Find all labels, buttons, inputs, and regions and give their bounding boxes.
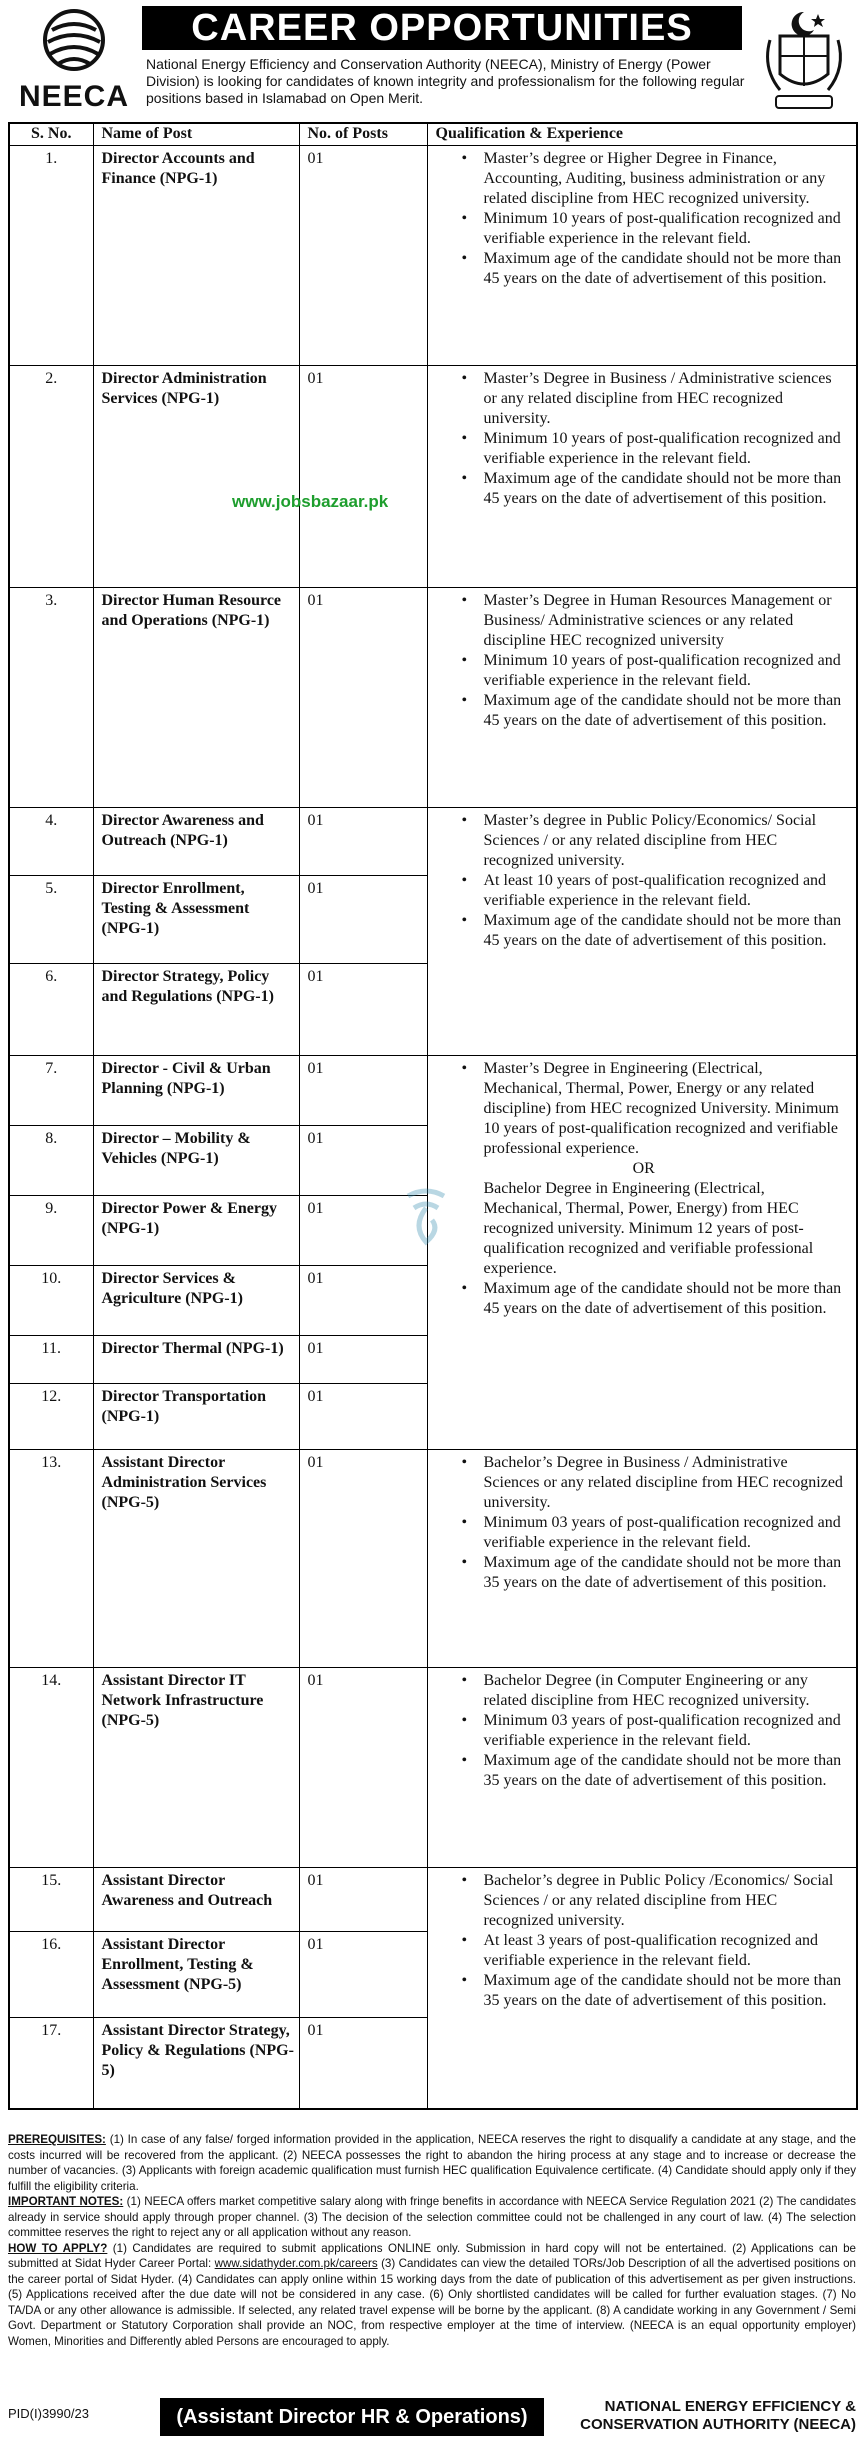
post-name: Assistant Director Enrollment, Testing & Assessment (NPG-5) <box>93 1931 299 2017</box>
post-count: 01 <box>299 875 427 963</box>
post-count: 01 <box>299 963 427 1055</box>
qualification-item: • At least 10 years of post-qualification recognized and verifiable experience in the relevant field. <box>428 871 845 911</box>
prerequisites-paragraph <box>8 2132 856 2194</box>
post-count: 01 <box>299 1667 427 1867</box>
qualification-cell <box>427 1055 857 1449</box>
row-sno: 7. <box>9 1055 93 1125</box>
footer <box>8 2394 856 2438</box>
row-sno: 15. <box>9 1867 93 1931</box>
row-sno: 3. <box>9 587 93 807</box>
table-row <box>9 1667 857 1867</box>
qualification-item: • Master’s degree in Public Policy/Economics/ Social Sciences / or any related discipline from HEC recognized university. <box>428 811 845 871</box>
qualification-item: • Maximum age of the candidate should not be more than 35 years on the date of advertisement of this position. <box>428 1553 845 1593</box>
pid-number: PID(I)3990/23 <box>8 2406 89 2421</box>
neeca-globe-icon <box>42 8 106 72</box>
post-count: 01 <box>299 1449 427 1667</box>
post-count: 01 <box>299 1195 427 1265</box>
neeca-logo <box>14 4 134 120</box>
table-row <box>9 1449 857 1667</box>
watermark-url: www.jobsbazaar.pk <box>232 492 389 511</box>
post-name: Director Enrollment, Testing & Assessment (NPG-1) <box>93 875 299 963</box>
row-sno: 9. <box>9 1195 93 1265</box>
qualification-or: OR <box>632 1159 655 1177</box>
career-portal-link[interactable]: www.sidathyder.com.pk/careers <box>214 2257 378 2270</box>
post-name: Director - Civil & Urban Planning (NPG-1) <box>93 1055 299 1125</box>
how-to-apply-text-cont: (3) Candidates can view the detailed TORs/Job Description of all the advertised positions on the career portal of Sidat Hyder. (4) Candidates can apply online within 15 working days from the date of publication of this advertisement as per given instructions. (5) Applications received after the due date will not be considered in any case. (6) Only shortlisted candidates will be called for further evaluation stages. (7) No TA/DA or any other allowance is admissible. If selected, any related travel expense will be borne by the applicant. (8) A candidate working in any Government / Semi Govt. Department or Statutory Corporation shall provide an NOC, from respective employer at the time of interview. (NEECA is an equal opportunity employer) Women, Minorities and Differently abled Persons are encouraged to apply. <box>8 2257 856 2348</box>
qualification-cell <box>427 587 857 807</box>
qualification-item: • Maximum age of the candidate should not be more than 45 years on the date of advertisement of this position. <box>428 691 845 731</box>
row-sno: 4. <box>9 807 93 875</box>
table-header-row <box>9 123 857 145</box>
qualification-item: • Bachelor’s degree in Public Policy /Economics/ Social Sciences / or any related discipline from HEC recognized university. <box>428 1871 845 1931</box>
header-no-of-posts: No. of Posts <box>299 123 427 145</box>
row-sno: 11. <box>9 1335 93 1383</box>
post-count: 01 <box>299 1265 427 1335</box>
row-sno: 2. <box>9 365 93 587</box>
qualification-cell <box>427 365 857 587</box>
row-sno: 12. <box>9 1383 93 1449</box>
authority-line-1: NATIONAL ENERGY EFFICIENCY & <box>604 2398 856 2415</box>
important-notes-heading: IMPORTANT NOTES: <box>8 2195 124 2208</box>
table-row <box>9 145 857 365</box>
positions-table <box>8 122 858 2110</box>
row-sno: 1. <box>9 145 93 365</box>
qualification-item: • Master’s Degree in Engineering (Electrical, Mechanical, Thermal, Power, Energy or any related discipline) from HEC recognized University. Minimum 10 years of post-qualification recognized and verifiable professional experience. <box>461 1059 839 1157</box>
table-row <box>9 807 857 875</box>
post-name: Director Administration Services (NPG-1) <box>93 365 299 587</box>
qualification-item: • Master’s degree or Higher Degree in Finance, Accounting, Auditing, business administration or any related discipline from HEC recognized university. <box>428 149 845 209</box>
footer-banner: (Assistant Director HR & Operations) <box>160 2398 544 2436</box>
qualification-cell <box>427 1867 857 2109</box>
qualification-item: • At least 3 years of post-qualification recognized and verifiable experience in the relevant field. <box>428 1931 845 1971</box>
post-count: 01 <box>299 2017 427 2109</box>
qualification-cell <box>427 1667 857 1867</box>
qualification-item: • Bachelor Degree (in Computer Engineering or any related discipline from HEC recognized university. <box>428 1671 845 1711</box>
qualification-item: • Master’s Degree in Business / Administrative sciences or any related discipline from HEC recognized university. <box>428 369 845 429</box>
post-count: 01 <box>299 365 427 587</box>
page-title: CAREER OPPORTUNITIES <box>142 6 742 50</box>
post-count: 01 <box>299 587 427 807</box>
post-count: 01 <box>299 145 427 365</box>
qualification-cell <box>427 145 857 365</box>
post-count: 01 <box>299 1383 427 1449</box>
header-qualification: Qualification & Experience <box>427 123 857 145</box>
table-row <box>9 587 857 807</box>
post-name: Assistant Director Strategy, Policy & Regulations (NPG-5) <box>93 2017 299 2109</box>
post-count: 01 <box>299 1055 427 1125</box>
post-name: Director Human Resource and Operations (NPG-1) <box>93 587 299 807</box>
post-count: 01 <box>299 1931 427 2017</box>
qualification-item: • Maximum age of the candidate should not be more than 45 years on the date of advertisement of this position. <box>428 911 845 951</box>
intro-text: National Energy Efficiency and Conservation Authority (NEECA), Ministry of Energy (Power Division) is looking for candidates of known integrity and professionalism for the following regular positions based in Islamabad on Open Merit. <box>146 56 745 106</box>
qualification-item: • Maximum age of the candidate should not be more than 45 years on the date of advertisement of this position. <box>428 469 845 509</box>
authority-line-2: CONSERVATION AUTHORITY (NEECA) <box>580 2416 856 2433</box>
post-name: Director Awareness and Outreach (NPG-1) <box>93 807 299 875</box>
prerequisites-text: (1) In case of any false/ forged information provided in the application, NEECA reserves the right to disqualify a candidate at any stage, and the costs incurred will be recovered from the applicant. (2) NEECA possesses the right to abandon the hiring process at any stage and to increase or decrease the number of vacancies. (3) Applicants with foreign academic qualification must furnish HEC qualification Equivalence certificate. (4) Candidate should apply only if they fulfill the eligibility criteria. <box>8 2133 856 2193</box>
post-name: Assistant Director Administration Services (NPG-5) <box>93 1449 299 1667</box>
qualification-item: • Master’s Degree in Human Resources Management or Business/ Administrative sciences or any related discipline HEC recognized university <box>428 591 845 651</box>
row-sno: 17. <box>9 2017 93 2109</box>
qualification-item: Bachelor Degree in Engineering (Electrical, Mechanical, Thermal, Power, Energy) from HEC recognized university. Minimum 12 years of post-qualification recognized and verifiable professional experience. <box>483 1179 814 1277</box>
important-notes-paragraph <box>8 2194 856 2241</box>
qualification-item: • Maximum age of the candidate should not be more than 35 years on the date of advertisement of this position. <box>428 1751 845 1791</box>
post-name: Director Thermal (NPG-1) <box>93 1335 299 1383</box>
how-to-apply-paragraph <box>8 2241 856 2350</box>
row-sno: 10. <box>9 1265 93 1335</box>
watermark-logo-icon <box>402 1186 450 1246</box>
post-count: 01 <box>299 1125 427 1195</box>
post-name: Director Strategy, Policy and Regulations (NPG-1) <box>93 963 299 1055</box>
post-name: Director Services & Agriculture (NPG-1) <box>93 1265 299 1335</box>
qualification-item: • Bachelor’s Degree in Business / Administrative Sciences or any related discipline from HEC recognized university. <box>428 1453 845 1513</box>
header <box>8 4 856 120</box>
table-row <box>9 1867 857 1931</box>
post-name: Director – Mobility & Vehicles (NPG-1) <box>93 1125 299 1195</box>
how-to-apply-heading: HOW TO APPLY? <box>8 2241 108 2255</box>
qualification-item: • Maximum age of the candidate should not be more than 45 years on the date of advertisement of this position. <box>428 249 845 289</box>
qualification-item: • Maximum age of the candidate should not be more than 45 years on the date of advertisement of this position. <box>428 1279 845 1319</box>
post-count: 01 <box>299 807 427 875</box>
row-sno: 8. <box>9 1125 93 1195</box>
how-to-apply-text: (1) Candidates are required to submit applications ONLINE only. Submission in hard copy will not be entertained. (2) Applications can be submitted at Sidat Hyder Career Portal: <box>8 2241 857 2270</box>
state-emblem-icon <box>758 6 850 116</box>
notes-section <box>8 2132 856 2349</box>
header-post-name: Name of Post <box>93 123 299 145</box>
row-sno: 13. <box>9 1449 93 1667</box>
bullet-icon: • <box>461 1059 468 1077</box>
qualification-cell <box>427 807 857 1055</box>
table-row <box>9 365 857 587</box>
row-sno: 5. <box>9 875 93 963</box>
qualification-item: • Maximum age of the candidate should not be more than 35 years on the date of advertisement of this position. <box>428 1971 845 2011</box>
qualification-item: • Minimum 03 years of post-qualification recognized and verifiable experience in the relevant field. <box>428 1513 845 1553</box>
post-name: Director Transportation (NPG-1) <box>93 1383 299 1449</box>
post-name: Assistant Director IT Network Infrastructure (NPG-5) <box>93 1667 299 1867</box>
row-sno: 6. <box>9 963 93 1055</box>
qualification-cell <box>427 1449 857 1667</box>
row-sno: 14. <box>9 1667 93 1867</box>
table-row <box>9 1055 857 1125</box>
prerequisites-heading: PREREQUISITES: <box>8 2133 106 2146</box>
post-name: Director Accounts and Finance (NPG-1) <box>93 145 299 365</box>
qualification-item: • Minimum 03 years of post-qualification recognized and verifiable experience in the relevant field. <box>428 1711 845 1751</box>
qualification-item: • Minimum 10 years of post-qualification recognized and verifiable experience in the relevant field. <box>428 209 845 249</box>
post-name: Director Power & Energy (NPG-1) <box>93 1195 299 1265</box>
row-sno: 16. <box>9 1931 93 2017</box>
post-name: Assistant Director Awareness and Outreach <box>93 1867 299 1931</box>
important-notes-text: (1) NEECA offers market competitive salary along with fringe benefits in accordance with NEECA Service Regulation 2021 (2) The candidates already in service should apply through proper channel. (3) The decision of the selection committee could not be challenged in any court of law. (4) The selection committee reserves the right to reject any or all application without any reason. <box>8 2195 856 2239</box>
qualification-item: • Minimum 10 years of post-qualification recognized and verifiable experience in the relevant field. <box>428 429 845 469</box>
authority-name <box>556 2398 856 2434</box>
qualification-item: • Minimum 10 years of post-qualification recognized and verifiable experience in the relevant field. <box>428 651 845 691</box>
header-sno: S. No. <box>9 123 93 145</box>
post-count: 01 <box>299 1867 427 1931</box>
logo-wordmark: NEECA <box>18 80 129 113</box>
post-count: 01 <box>299 1335 427 1383</box>
